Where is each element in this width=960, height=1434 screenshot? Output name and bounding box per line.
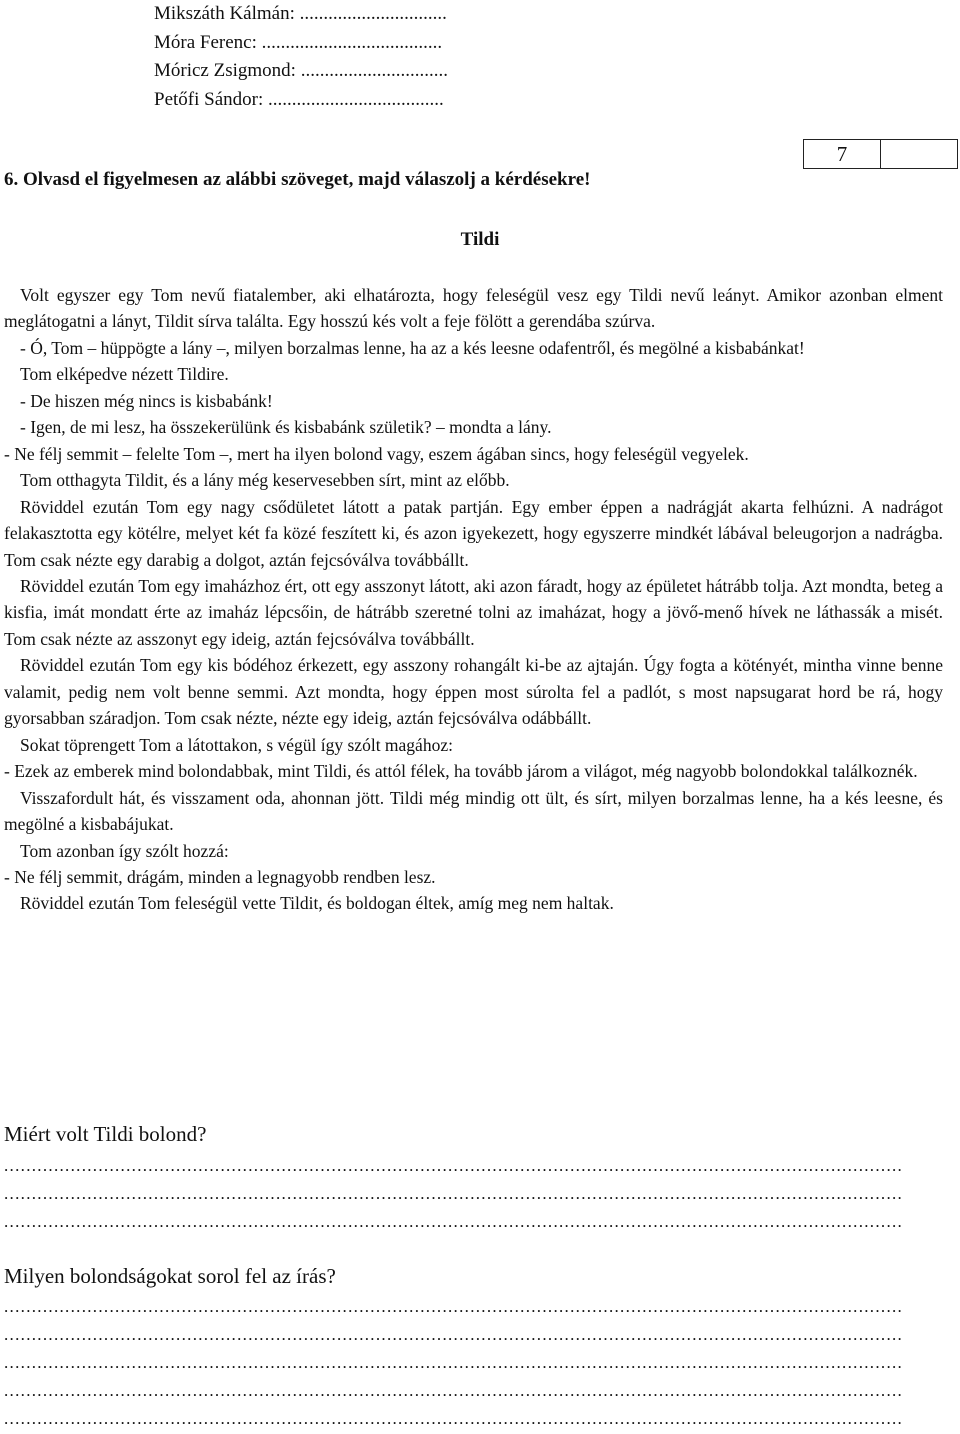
story-paragraph: Sokat töprengett Tom a látottakon, s végül így szólt magához: xyxy=(20,734,453,755)
answer-line[interactable]: .................................................................................................................................................................. xyxy=(4,1212,904,1231)
answer-line[interactable]: .................................................................................................................................................................. xyxy=(4,1184,904,1203)
answer-line[interactable]: .................................................................................................................................................................. xyxy=(4,1325,904,1344)
answer-line[interactable]: .................................................................................................................................................................. xyxy=(4,1156,904,1175)
writer-line-mikszath[interactable]: Mikszáth Kálmán: ............................... xyxy=(154,3,447,24)
question-2: Milyen bolondságokat sorol fel az írás? xyxy=(4,1264,336,1288)
max-points-cell: 7 xyxy=(804,140,881,168)
answer-line[interactable]: .................................................................................................................................................................. xyxy=(4,1297,904,1316)
story-text xyxy=(4,282,943,917)
story-paragraph: Tom otthagyta Tildit, és a lány még keservesebben sírt, mint az előbb. xyxy=(20,470,510,491)
story-paragraph: - Ó, Tom – hüppögte a lány –, milyen borzalmas lenne, ha az a kés leesne odafentről, és megölné a kisbabánkat! xyxy=(20,337,805,358)
task-heading: 6. Olvasd el figyelmesen az alábbi szöveget, majd válaszolj a kérdésekre! xyxy=(4,169,591,190)
story-paragraph: Tom azonban így szólt hozzá: xyxy=(20,840,229,861)
answer-line[interactable]: .................................................................................................................................................................. xyxy=(4,1381,904,1400)
story-paragraph: Volt egyszer egy Tom nevű fiatalember, aki elhatározta, hogy feleségül vesz egy Tildi nevű leányt. Amikor azonban elment meglátogatni a lányt, Tildit sírva találta. Egy hosszú kés volt a feje fölött a gerendába szúrva. xyxy=(4,285,943,332)
question-1: Miért volt Tildi bolond? xyxy=(4,1122,207,1146)
story-paragraph: Röviddel ezután Tom egy kis bódéhoz érkezett, egy asszony rohangált ki-be az ajtaján. Úgy fogta a kötényét, mintha vinne benne valamit, pedig nem volt benne semmi. Azt mondta, hogy éppen most súrolta fel a padlót, s most napsugarat hord be rá, hogy gyorsabban száradjon. Tom csak nézte, nézte egy ideig, aztán fejcsóválva odábbállt. xyxy=(4,655,943,729)
story-paragraph: Röviddel ezután Tom egy nagy csődületet látott a patak partján. Egy ember éppen a nadrágját akarta felhúzni. A nadrágot felakasztotta egy kötélre, melyet két fa közé feszített ki, és azon igyekezett, hogy egyszerre mindkét lábával beleugorjon a nadrágba. Tom csak nézte egy darabig a dolgot, aztán fejcsóválva továbbállt. xyxy=(4,496,943,570)
writer-line-moricz[interactable]: Móricz Zsigmond: ............................... xyxy=(154,60,448,81)
score-box xyxy=(803,139,958,169)
answer-line[interactable]: .................................................................................................................................................................. xyxy=(4,1353,904,1372)
answer-area-1 xyxy=(4,1152,943,1236)
writer-line-petofi[interactable]: Petőfi Sándor: ..................................... xyxy=(154,88,444,110)
story-title: Tildi xyxy=(460,229,500,250)
story-paragraph: - De hiszen még nincs is kisbabánk! xyxy=(20,390,273,411)
answer-line[interactable]: .................................................................................................................................................................. xyxy=(4,1409,904,1428)
story-paragraph: Röviddel ezután Tom feleségül vette Tildit, és boldogan éltek, amíg meg nem haltak. xyxy=(20,893,614,914)
earned-points-cell[interactable] xyxy=(881,140,957,168)
story-paragraph: - Ne félj semmit – felelte Tom –, mert ha ilyen bolond vagy, eszem ágában sincs, hogy feleségül vegyelek. xyxy=(4,443,749,464)
answer-area-2 xyxy=(4,1293,943,1433)
writer-list xyxy=(154,0,448,114)
story-paragraph: - Ezek az emberek mind bolondabbak, mint Tildi, és attól félek, ha tovább járom a világot, még nagyobb bolondokkal találkoznék. xyxy=(4,761,918,782)
story-paragraph: - Ne félj semmit, drágám, minden a legnagyobb rendben lesz. xyxy=(4,866,436,887)
writer-line-mora[interactable]: Móra Ferenc: ...................................... xyxy=(154,31,443,53)
story-paragraph: Röviddel ezután Tom egy imaházhoz ért, ott egy asszonyt látott, aki azon fáradt, hogy az épületet hátrább tolja. Azt mondta, beteg a kisfia, imát mondatt érte az imaház lépcsőin, de hátrább szeretné tolni az imaházat, hogy a jövő-menő hívek ne láthassák a misét. Tom csak nézte az asszonyt egy ideig, aztán fejcsóválva továbbállt. xyxy=(4,575,943,649)
story-paragraph: Visszafordult hát, és visszament oda, ahonnan jött. Tildi még mindig ott ült, és sírt, milyen borzalmas lenne, ha a kés leesne, és megölné a kisbabájukat. xyxy=(4,787,943,835)
story-paragraph: Tom elképedve nézett Tildire. xyxy=(20,364,229,385)
story-paragraph: - Igen, de mi lesz, ha összekerülünk és kisbabánk születik? – mondta a lány. xyxy=(20,417,552,438)
